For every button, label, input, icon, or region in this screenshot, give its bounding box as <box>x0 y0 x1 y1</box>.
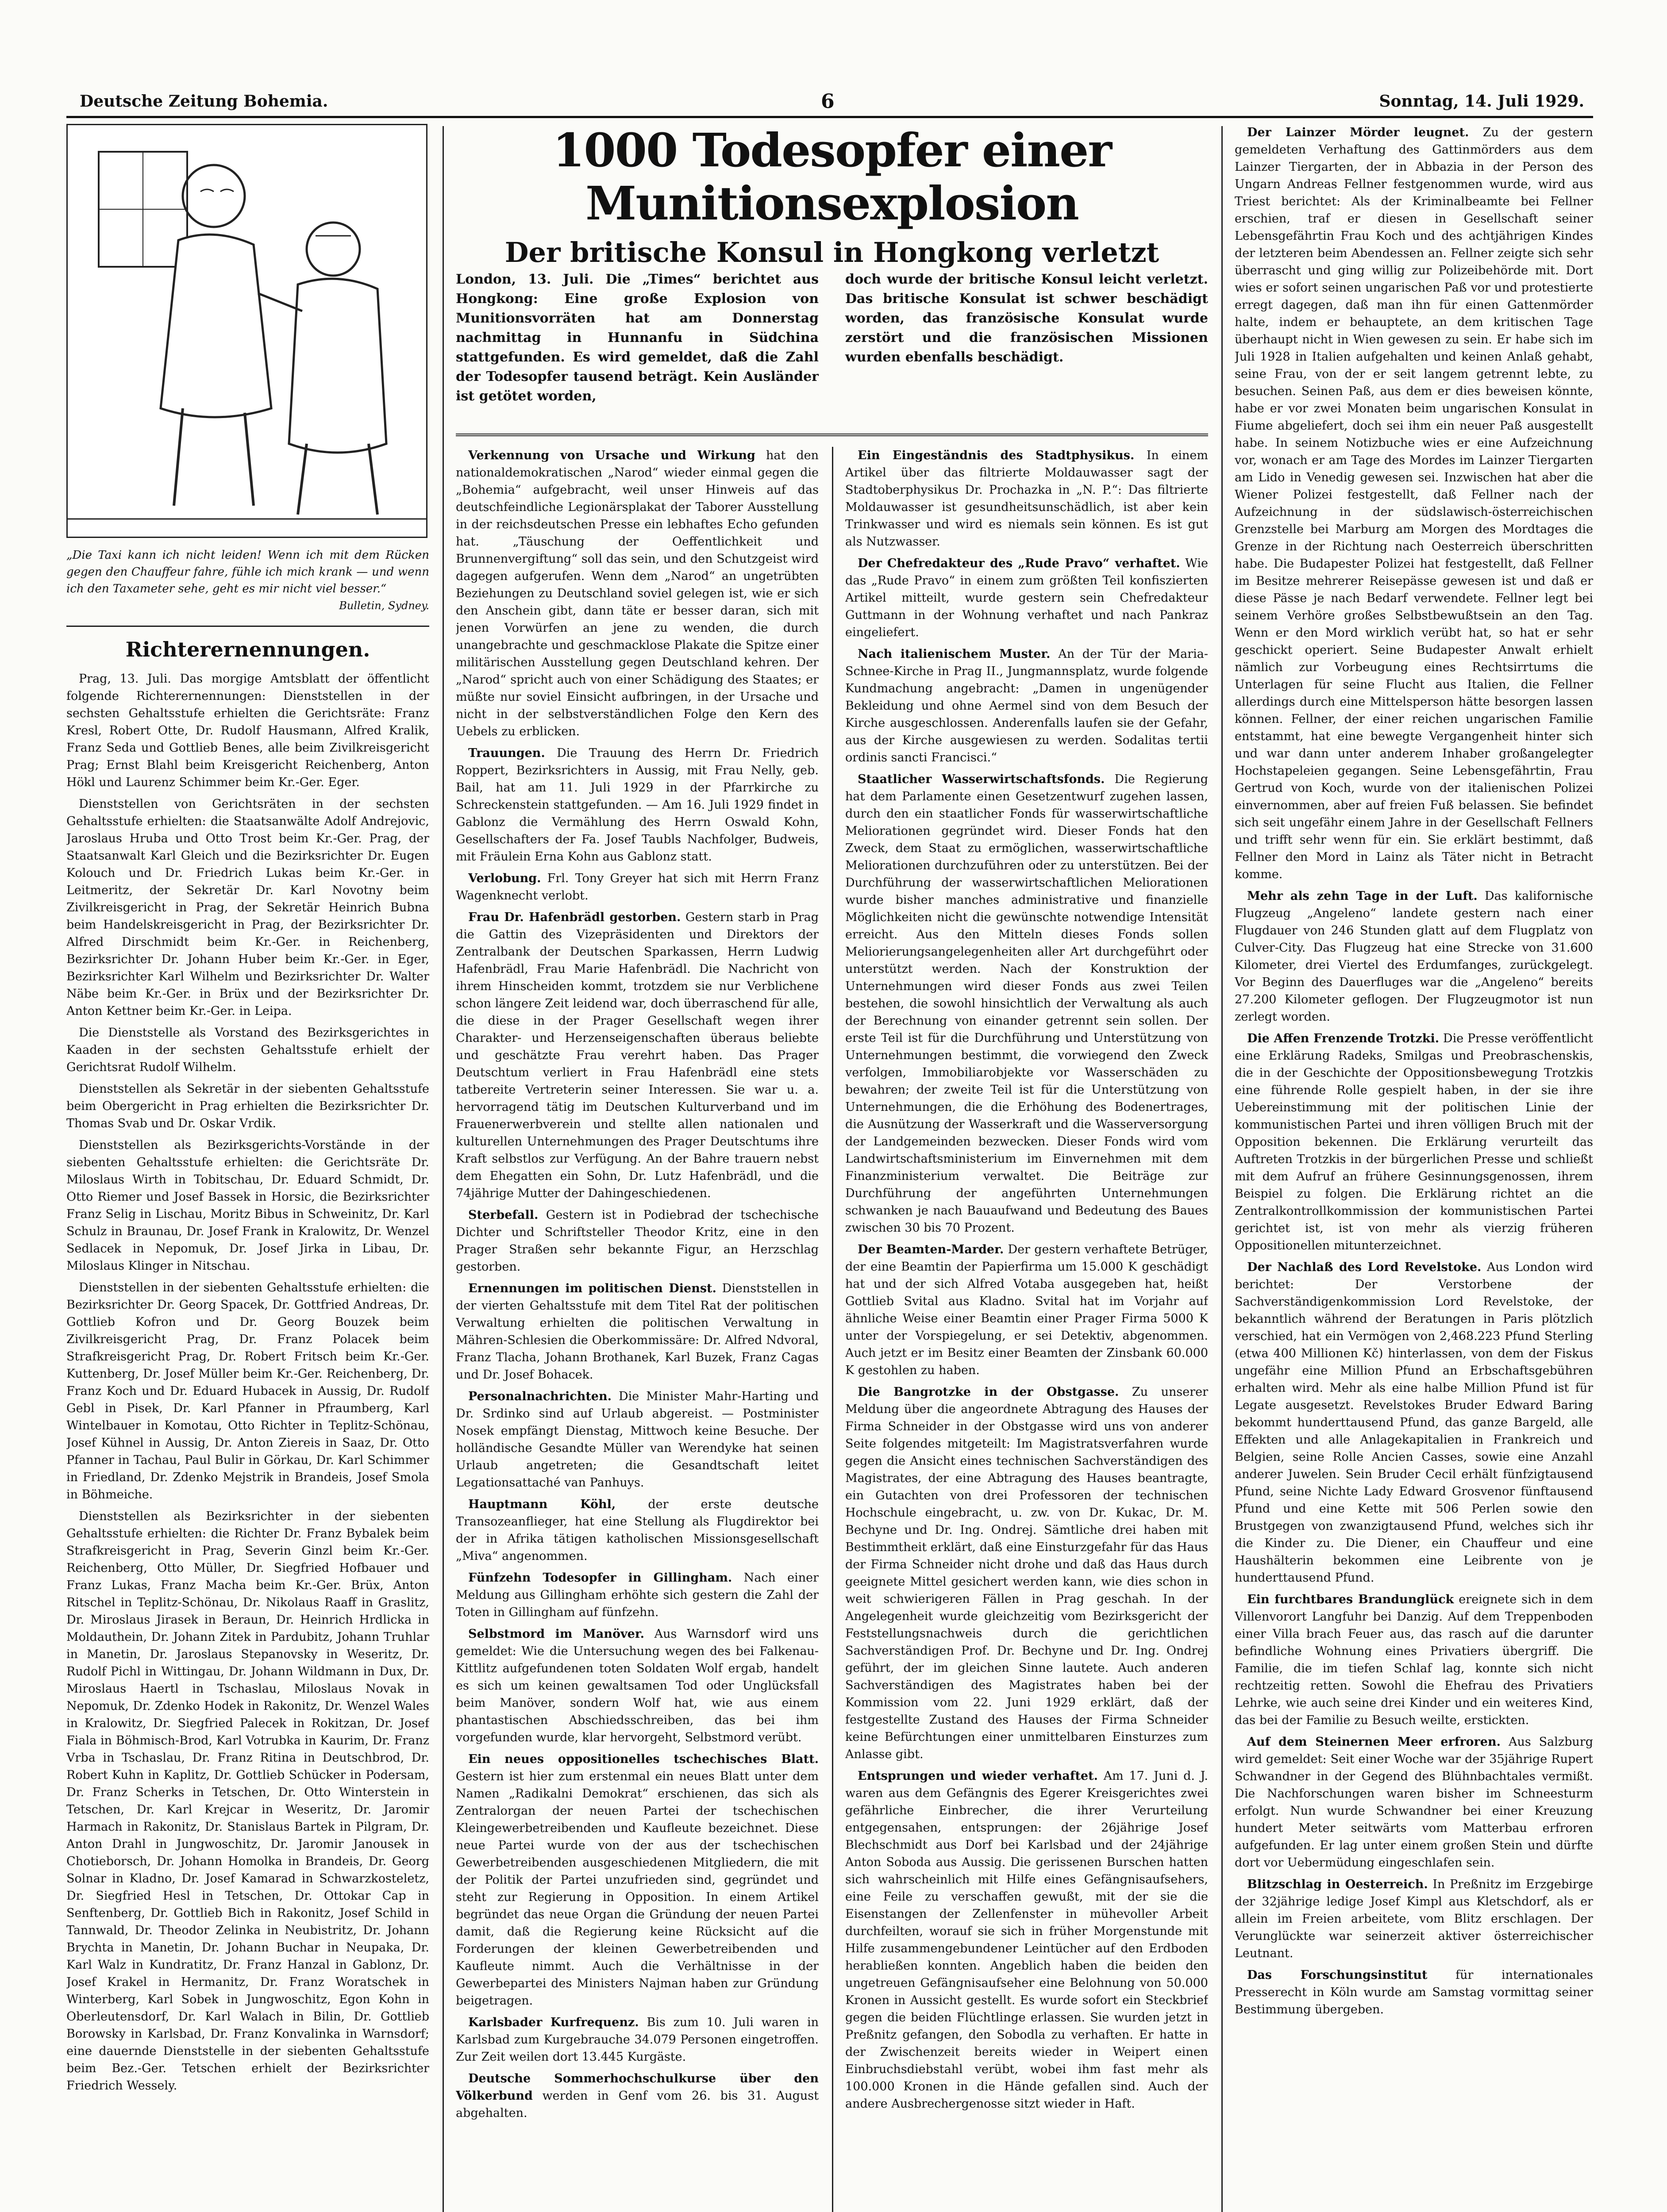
news-item: Die Bangrotzke in der Obstgasse. Zu unserer Meldung über die angeordnete Abtragung des Hauses der Firma Schneider in der Obstgasse wird uns von anderer Seite folgendes mitgeteilt: Im Magistratsverfahren wurde gegen die Ansicht eines technischen Sachverständigen des Magistrates, der eine Abtragung des Hauses beantragte, ein Gutachten von drei Professoren der technischen Hochschule eingebracht, u. zw. von Dr. Kukac, Dr. M. Bechyne und Dr. Ing. Ondrej. Sämtliche drei haben mit Bestimmtheit erklärt, daß eine Einsturzgefahr für das Haus der Firma Schneider nicht drohe und daß das Haus durch geeignete Mittel gesichert werden kann, wie dies schon in weit schwierigeren Fällen in Prag geschah. In der Angelegenheit wurde gleichzeitig vom Bezirksgericht der Feststellungsnachweis durch die gerichtlichen Sachverständigen Prof. Dr. Bechyne und Dr. Ing. Ondrej geführt, der im gleichen Sinne lautete. Auch anderen Sachverständigen des Magistrates haben bei der Kommission vom 22. Juni 1929 erklärt, daß der festgestellte Zustand des Hauses der Firma Schneider keine Befürchtungen einer unmittelbaren Einsturzes zum Anlasse gibt. <box>845 1385 1208 1761</box>
news-item: Personalnachrichten. Die Minister Mahr-Harting und Dr. Srdinko sind auf Urlaub abgereist. — Postminister Nosek empfängt Dienstag, Mittwoch keine Besuche. Der holländische Gesandte Müller van Werendyke hat seinen Urlaub angetreten; die Gesandtschaft leitet Legationsattaché van Panhuys. <box>456 1390 819 1490</box>
masthead-rule <box>66 116 1593 118</box>
news-item: Der Nachlaß des Lord Revelstoke. Aus London wird berichtet: Der Verstorbene der Sachverständigenkommission Lord Revelstoke, der bekanntlich während der Beratungen in Paris plötzlich verschied, hat ein Vermögen von 2,468.223 Pfund Sterling (etwa 400 Millionen Kč) hinterlassen, von dem der Fiskus ungefähr eine Million Pfund an Erbschaftsgebühren erhalten wird. Mehr als eine halbe Million Pfund ist für Legate ausgesetzt. Revelstokes Bruder Edward Baring bekommt hunderttausend Pfund, das ganze Bargeld, alle Effekten und alle Anlagekapitalien in Frankreich und Belgien, seine Rolle Ancien Casses, sowie eine Anzahl anderer Juwelen. Sein Bruder Cecil erhält fünfzigtausend Pfund, seine Nichte Lady Edward Grosvenor fünftausend Pfund und eine Kette mit 506 Perlen sowie den Brustgegen von zwanzigtausend Pfund, welches sich ihr die Kinder zu. Die Diener, ein Chauffeur und eine Haushälterin bekommen eine Leibrente von je hunderttausend Pfund. <box>1235 1260 1593 1585</box>
news-item: Fünfzehn Todesopfer in Gillingham. Nach einer Meldung aus Gillingham erhöhte sich gestern die Zahl der Toten in Gillingham auf fünfzehn. <box>456 1571 819 1619</box>
article-paragraph: Dienststellen als Sekretär in der siebenten Gehaltsstufe beim Obergericht in Prag erhielten die Bezirksrichter Dr. Thomas Svab und Dr. Oskar Vrdik. <box>66 1082 429 1130</box>
article-paragraph: Prag, 13. Juli. Das morgige Amtsblatt der öffentlicht folgende Richterernennungen: Dienststellen in der sechsten Gehaltsstufe erhielten die Gerichtsräte: Franz Kresl, Robert Otte, Dr. Rudolf Hausmann, Alfred Kralik, Franz Seda und Gottlieb Benes, alle beim Zivilkreisgericht Prag; Ernst Blahl beim Kreisgericht Reichenberg, Anton Hökl und Laurenz Schimmer beim Kr.-Ger. Eger. <box>66 672 429 789</box>
article-paragraph: Dienststellen als Bezirksrichter in der siebenten Gehaltsstufe erhielten: die Richter Dr. Franz Bybalek beim Strafkreisgericht in Prag, Severin Ginzl beim Kr.-Ger. Reichenberg, Otto Müller, Dr. Siegfried Hofbauer und Franz Lukas, Franz Macha beim Kr.-Ger. Brüx, Anton Ritschel in Teplitz-Schönau, Dr. Nikolaus Raaff in Graslitz, Dr. Miroslaus Jirasek in Beraun, Dr. Heinrich Hrdlicka in Moldauthein, Dr. Johann Zitek in Pardubitz, Johann Truhlar in Manetin, Dr. Jaroslaus Stepanovsky in Weseritz, Dr. Rudolf Pichl in Wittingau, Dr. Johann Wildmann in Dux, Dr. Miroslaus Haertl in Tschaslau, Miloslaus Novak in Nepomuk, Dr. Zdenko Hodek in Rakonitz, Dr. Wenzel Wales in Kralowitz, Dr. Siegfried Palecek in Rokitzan, Dr. Josef Fiala in Böhmisch-Brod, Karl Votrubka in Kaurim, Dr. Franz Vrba in Tschaslau, Dr. Franz Ritina in Deutschbrod, Dr. Robert Kuhn in Kaplitz, Dr. Gottlieb Schücker in Podersam, Dr. Franz Scherks in Tetschen, Dr. Otto Winterstein in Tetschen, Dr. Karl Krejcar in Weseritz, Dr. Jaromir Harmach in Rakonitz, Dr. Stanislaus Bartek in Pilgram, Dr. Anton Drahl in Jungwoschitz, Dr. Jaromir Janousek in Chotieborsch, Dr. Johann Homolka in Brandeis, Dr. Georg Solnar in Kladno, Dr. Josef Kamarad in Schwarzkosteletz, Dr. Siegfried Hesl in Tetschen, Dr. Ottokar Cap in Senftenberg, Dr. Gottlieb Bich in Rakonitz, Josef Schild in Tannwald, Dr. Theodor Zelinka in Neubistritz, Dr. Johann Brychta in Manetin, Dr. Johann Buchar in Neupaka, Dr. Karl Walz in Kundratitz, Dr. Franz Hanzal in Gablonz, Dr. Josef Krakel in Hermanitz, Dr. Franz Woratschek in Winterberg, Karl Sobek in Jungwoschitz, Egon Kohn in Oberleutensdorf, Dr. Karl Walach in Bilin, Dr. Gottlieb Borowsky in Karlsbad, Dr. Franz Konvalinka in Warnsdorf; eine dauernde Dienststelle in der siebenten Gehaltsstufe beim Bez.-Ger. Tetschen erhielt der Bezirksrichter Friedrich Wessely. <box>66 1509 429 2093</box>
section-divider <box>66 626 429 627</box>
left-column <box>66 124 429 2212</box>
cartoon-caption <box>66 547 429 614</box>
lead-story-body <box>456 270 1208 425</box>
page-number: 6 <box>821 90 835 113</box>
news-item: Ein neues oppositionelles tschechisches Blatt. Gestern ist hier zum erstenmal ein neues Blatt unter dem Namen „Radikalni Demokrat“ erschienen, das sich als Zentralorgan der neuen Partei der tschechischen Kleingewerbetreibenden und Kaufleute bezeichnet. Diese neue Partei wurde von der aus der tschechischen Gewerbetreibenden ausgeschiedenen Mitgliedern, die mit der Politik der Partei unzufrieden sind, gegründet und steht zur Regierung in Opposition. In einem Artikel begründet das neue Organ die Gründung der neuen Partei damit, daß die Regierung keine Rücksicht auf die Forderungen der kleinen Gewerbetreibenden und Kaufleute nimmt. Auch die Verhältnisse in der Gewerbepartei des Ministers Najman haben zur Gründung beigetragen. <box>456 1752 819 2008</box>
article-paragraph: Dienststellen von Gerichtsräten in der sechsten Gehaltsstufe erhielten: die Staatsanwälte Adolf Andrejovic, Jaroslaus Hruba und Otto Trost beim Kr.-Ger. Prag, der Staatsanwalt Karl Gleich und die Bezirksrichter Dr. Eugen Kolouch und Dr. Friedrich Lukas beim Kr.-Ger. in Leitmeritz, der Sekretär Dr. Karl Novotny beim Zivilkreisgericht in Prag, der Sekretär Heinrich Bubna beim Handelskreisgericht in Prag, der Bezirksrichter Dr. Alfred Dirschmidt beim Kr.-Ger. in Reichenberg, Bezirksrichter Dr. Johann Huber beim Kr.-Ger. in Eger, Bezirksrichter Karl Wilhelm und Bezirksrichter Dr. Walter Näbe beim Kr.-Ger. in Brüx und der Bezirksrichter Dr. Anton Kettner beim Kr.-Ger. in Leipa. <box>66 797 429 1018</box>
news-item: Trauungen. Die Trauung des Herrn Dr. Friedrich Roppert, Bezirksrichters in Aussig, mit Frau Nelly, geb. Bail, hat am 11. Juli 1929 in der Pfarrkirche zu Schreckenstein stattgefunden. — Am 16. Juli 1929 findet in Gablonz die Vermählung des Herrn Oswald Kohn, Gesellschafters der Fa. Josef Taubls Nachfolger, Budweis, mit Fräulein Erna Kohn aus Gablonz statt. <box>456 746 819 864</box>
cartoon-illustration <box>66 124 427 538</box>
news-item: Selbstmord im Manöver. Aus Warnsdorf wird uns gemeldet: Wie die Untersuchung wegen des bei Falkenau-Kittlitz aufgefundenen toten Soldaten Wolf ergab, handelt es sich um keinen gewaltsamen Tod oder Unglücksfall beim Manöver, sondern Wolf hat, wie aus einem phantastischen Abschiedsschreiben, das bei ihm vorgefunden wurde, klar hervorgeht, Selbstmord verübt. <box>456 1627 819 1744</box>
news-item: Verlobung. Frl. Tony Greyer hat sich mit Herrn Franz Wagenknecht verlobt. <box>456 872 819 902</box>
news-item: Ernennungen im politischen Dienst. Dienststellen in der vierten Gehaltsstufe mit dem Titel Rat der politischen Verwaltung erhielten die politischen Verwaltung in Mähren-Schlesien die Oberkommissäre: Dr. Alfred Ndvoral, Franz Tlacha, Johann Brothanek, Karl Buzek, Franz Cagas und Dr. Josef Bohacek. <box>456 1282 819 1382</box>
news-item: Mehr als zehn Tage in der Luft. Das kalifornische Flugzeug „Angeleno“ landete gestern nach einer Flugdauer von 246 Stunden glatt auf dem Flugplatz von Culver-City. Das Flugzeug hat eine Strecke von 31.600 Kilometer, drei Viertel des Erdumfanges, zurückgelegt. Vor Beginn des Dauerfluges war die „Angeleno“ bereits 27.200 Kilometer geflogen. Der Flugzeugmotor ist nun zerlegt worden. <box>1235 889 1593 1024</box>
news-item: Ein furchtbares Brandunglück ereignete sich in dem Villenvorort Langfuhr bei Danzig. Auf dem Treppenboden einer Villa brach Feuer aus, das rasch auf die darunter befindliche Wohnung eines Privatiers übergriff. Die Familie, die im tiefen Schlaf lag, konnte sich nicht rechtzeitig retten. Sowohl die Ehefrau des Privatiers Lehrke, wie auch seine drei Kinder und ein weiteres Kind, das bei der Familie zu Besuch weilte, erstickten. <box>1235 1593 1593 1727</box>
news-item: Verkennung von Ursache und Wirkung hat den nationaldemokratischen „Narod“ wieder einmal gegen die „Bohemia“ aufgebracht, weil unser Hinweis auf das deutschfeindliche Legionärsplakat der Taborer Ausstellung in der reichsdeutschen Presse ein lebhaftes Echo gefunden hat. „Täuschung der Oeffentlichkeit und Brunnenvergiftung“ soll das sein, und den Schutzgeist wird dagegen aufgerufen. Wenn dem „Narod“ an ungetrübten Beziehungen zu Deutschland soviel gelegen ist, wie er sich den Anschein gibt, dann täte er besser daran, sich mit jenen Vorwürfen an jene zu wenden, die durch unangebrachte und geschmacklose Plakate die Spitze einer militärischen Ausstellung gegen Deutschland kehren. Der „Narod“ spricht auch von einer Schädigung des Staates; er müßte nur soviel Einsicht aufbringen, in der Ursache und nicht in der selbstverständlichen Folge den Kern des Uebels zu erblicken. <box>456 449 819 738</box>
masthead <box>66 84 1593 115</box>
news-item: Der Beamten-Marder. Der gestern verhaftete Betrüger, der eine Beamtin der Papierfirma um 15.000 K geschädigt hat und der sich Alfred Votaba ausgegeben hat, heißt Gottlieb Svital aus Kladno. Svital hat im Vorjahr auf ähnliche Weise einer Beamtin einer Prager Firma 5000 K unter der Vorspiegelung, er sei Detektiv, abgenommen. Auch jetzt er im Besitz einer Beamten der Zinsbank 60.000 K gestohlen zu haben. <box>845 1243 1208 1377</box>
right-column <box>1235 124 1593 2212</box>
news-item: Hauptmann Köhl, der erste deutsche Transozeanflieger, hat eine Stellung als Flugdirektor bei der in Afrika tätigen katholischen Missionsgesellschaft „Miva“ angenommen. <box>456 1498 819 1563</box>
center-column-a <box>456 447 819 2212</box>
center-section <box>456 124 1208 2212</box>
lead-story-col-1: London, 13. Juli. Die „Times“ berichtet aus Hongkong: Eine große Explosion von Munitionsvorräten hat am Donnerstag nachmittag in Hunnanfu in Südchina stattgefunden. Es wird gemeldet, daß die Zahl der Todesopfer tausend beträgt. Kein Ausländer ist getötet worden, <box>456 272 819 404</box>
section-title-richterernennungen: Richterernennungen. <box>125 637 370 661</box>
news-item: Das Forschungsinstitut für internationales Presserecht in Köln wurde am Samstag vormittag seiner Bestimmung übergeben. <box>1235 1968 1593 2016</box>
center-column-b <box>845 447 1208 2212</box>
cartoon-drawing <box>68 125 426 537</box>
news-item: Karlsbader Kurfrequenz. Bis zum 10. Juli waren in Karlsbad zum Kurgebrauche 34.079 Personen eingetroffen. Zur Zeit weilen dort 13.445 Kurgäste. <box>456 2016 819 2064</box>
cartoon-credit: Bulletin, Sydney. <box>339 599 429 612</box>
article-paragraph: Dienststellen als Bezirksgerichts-Vorstände in der siebenten Gehaltsstufe erhielten: die Gerichtsräte Dr. Miloslaus Wirth in Tobitschau, Dr. Eduard Schmidt, Dr. Otto Riemer und Josef Bassek in Horsic, die Bezirksrichter Franz Selig in Lischau, Moritz Bibus in Schweinitz, Dr. Karl Schulz in Braunau, Dr. Josef Frank in Kralowitz, Dr. Wenzel Sedlacek in Nepomuk, Dr. Josef Jirka in Libau, Dr. Miloslaus Klinger in Nitschau. <box>66 1138 429 1273</box>
column-rule <box>832 447 833 2212</box>
news-item: Nach italienischem Muster. An der Tür der Maria-Schnee-Kirche in Prag II., Jungmannsplatz, wurde folgende Kundmachung angebracht: „Damen in ungenügender Bekleidung und ohne Aermel sind von dem Besuch der Kirche ausgeschlossen. Anderenfalls laufen sie der Gefahr, aus der Kirche ausgewiesen zu werden. Sodalitas tertii ordinis sancti Francisci.“ <box>845 647 1208 764</box>
news-item: Der Chefredakteur des „Rude Pravo“ verhaftet. Wie das „Rude Pravo“ in einem zum größten Teil konfiszierten Artikel mitteilt, wurde gestern sein Chefredakteur Guttmann in der Wohnung verhaftet und nach Pankraz eingeliefert. <box>845 557 1208 639</box>
column-rule <box>443 126 444 2212</box>
lead-story-col-2: doch wurde der britische Konsul leicht verletzt. Das britische Konsulat ist schwer beschädigt worden, das französische Konsulat wurde zerstört und die französischen Missionen wurden ebenfalls beschädigt. <box>845 272 1208 365</box>
news-item: Ein Eingeständnis des Stadtphysikus. In einem Artikel über das filtrierte Moldauwasser sagt der Stadtoberphysikus Dr. Prochazka in „N. P.“: Das filtrierte Moldauwasser ist gesundheitsunschädlich, ist aber kein Trinkwasser und wird es niemals sein können. Es ist gut als Nutzwasser. <box>845 449 1208 549</box>
lead-story-rule <box>456 434 1208 436</box>
newspaper-page <box>66 84 1593 2212</box>
news-item: Staatlicher Wasserwirtschaftsfonds. Die Regierung hat dem Parlamente einen Gesetzentwurf zugehen lassen, durch den ein staatlicher Fonds für wasserwirtschaftliche Meliorationen gegründet wird. Dieser Fonds hat den Zweck, dem Staat zu ermöglichen, wasserwirtschaftliche Meliorationen durchzuführen oder zu unterstützen. Bei der Durchführung der wasserwirtschaftlichen Meliorationen wurde bisher manches administrative und finanzielle Möglichkeiten nicht die gewünschte notwendige Intensität erreicht. Aus den Mitteln dieses Fonds sollen Meliorierungsangelegenheiten aller Art durchgeführt oder unterstützt werden. Nach der Konstruktion der Unternehmungen wird dieser Fonds aus zwei Teilen bestehen, die sowohl hinsichtlich der Verwaltung als auch der Berechnung von einander getrennt sein sollen. Der erste Teil ist für die Durchführung und Unterstützung von Unternehmungen bestimmt, die vorwiegend den Zweck verfolgen, Immobiliarobjekte vor Wasserschäden zu bewahren; der zweite Teil ist für die Unterstützung von Unternehmungen, die die Erhöhung des Bodenertrages, die Ausnützung der Wasserkraft und die Wasserversorgung der Landgemeinden bezwecken. Dieser Fonds wird vom Landwirtschaftsministerium im Einvernehmen mit dem Finanzministerium verwaltet. Die Beiträge zur Durchführung der angeführten Unternehmungen schwanken je nach Bauaufwand und Bedeutung des Baues zwischen 30 bis 70 Prozent. <box>845 772 1208 1235</box>
masthead-date: Sonntag, 14. Juli 1929. <box>1379 92 1584 111</box>
article-paragraph: Die Dienststelle als Vorstand des Bezirksgerichtes in Kaaden in der sechsten Gehaltsstufe erhielt der Gerichtsrat Rudolf Wilhelm. <box>66 1026 429 1074</box>
article-paragraph: Dienststellen in der siebenten Gehaltsstufe erhielten: die Bezirksrichter Dr. Georg Spacek, Dr. Gottfried Andreas, Dr. Gottlieb Kofron und Dr. Georg Bouzek beim Zivilkreisgericht Prag, Dr. Franz Polacek beim Strafkreisgericht Prag, Dr. Robert Fritsch beim Kr.-Ger. Kuttenberg, Dr. Josef Müller beim Kr.-Ger. Reichenberg, Dr. Franz Koch und Dr. Eduard Hubacek in Aussig, Dr. Rudolf Gebl in Pisek, Dr. Karl Pfanner in Pfraumberg, Karl Wintelbauer in Komotau, Otto Richter in Teplitz-Schönau, Josef Kühnel in Aussig, Dr. Anton Ziereis in Saaz, Dr. Otto Pfanner in Tachau, Paul Bulir in Görkau, Dr. Karl Schimmer in Friedland, Dr. Zdenko Mejstrik in Brandeis, Josef Smola in Böhmeiche. <box>66 1281 429 1502</box>
news-item: Auf dem Steinernen Meer erfroren. Aus Salzburg wird gemeldet: Seit einer Woche war der 35jährige Rupert Schwandner in der Gegend des Blühnbachtales vermißt. Die Nachforschungen waren bisher im Schneesturm erfolgt. Nun wurde Schwandner bei einer Kreuzung hundert Meter seitwärts vom Matterbau erfroren aufgefunden. Er lag unter einem großen Stein und dürfte dort vor Uebermüdung eingeschlafen sein. <box>1235 1735 1593 1870</box>
news-item: Blitzschlag in Oesterreich. In Preßnitz im Erzgebirge der 32jährige ledige Josef Kimpl aus Kletschdorf, als er allein im Freien arbeitete, vom Blitz erschlagen. Der Verunglückte war seinerzeit aktiver österreichischer Leutnant. <box>1235 1878 1593 1960</box>
news-item: Die Affen Frenzende Trotzki. Die Presse veröffentlicht eine Erklärung Radeks, Smilgas und Preobraschenskis, die in der Geschichte der Oppositionsbewegung Trotzkis eine führende Rolle gespielt haben, in der sie ihre Uebereinstimmung mit der politischen Linie der kommunistischen Partei und ihren völligen Bruch mit der Opposition bekennen. Die Erklärung verurteilt das Auftreten Trotzkis in der bürgerlichen Presse und schließt mit dem Aufruf an frühere Gesinnungsgenossen, ihrem Beispiel zu folgen. Die Erklärung richtet an die Zentralkontrollkommission der kommunistischen Partei gerichtet ist, ist von mehr als vierzig früheren Oppositionellen mitunterzeichnet. <box>1235 1032 1593 1252</box>
news-item: Frau Dr. Hafenbrädl gestorben. Gestern starb in Prag die Gattin des Vizepräsidenten und Direktors der Zentralbank der Deutschen Sparkassen, Herrn Ludwig Hafenbrädl, Frau Marie Hafenbrädl. Die Nachricht von ihrem Hinscheiden kommt, trotzdem sie nur Verblichene schon längere Zeit leidend war, doch überraschend für alle, die diese in der Prager Gesellschaft wegen ihrer Charakter- und Herzenseigenschaften überaus beliebte und geschätzte Frau verehrt haben. Das Prager Deutschtum verliert in Frau Hafenbrädl eine stets tatbereite Vertreterin seiner Interessen. Sie war u. a. hervorragend tätig im Deutschen Kulturverband und im Frauenerwerbverein und stellte allen nationalen und kulturellen Unternehmungen des Prager Deutschtums ihre Kraft selbstlos zur Verfügung. An der Bahre trauern nebst dem Ehegatten ein Sohn, Dr. Lutz Hafenbrädl, und die 74jährige Mutter der Dahingeschiedenen. <box>456 910 819 1200</box>
news-item: Sterbefall. Gestern ist in Podiebrad der tschechische Dichter und Schriftsteller Theodor Kritz, eine in den Prager Straßen sehr bekannte Figur, an Herzschlag gestorben. <box>456 1208 819 1274</box>
lead-subheadline: Der britische Konsul in Hongkong verletzt <box>504 236 1159 269</box>
news-item: Deutsche Sommerhochschulkurse über den Völkerbund werden in Genf vom 26. bis 31. August abgehalten. <box>456 2072 819 2120</box>
masthead-title: Deutsche Zeitung Bohemia. <box>80 92 328 111</box>
cartoon-caption-text: „Die Taxi kann ich nicht leiden! Wenn ich mit dem Rücken gegen den Chauffeur fahre, fühle ich mich krank — und wenn ich den Taxameter sehe, geht es mir nicht viel besser.“ <box>66 549 429 595</box>
column-rule <box>1221 126 1223 2212</box>
lead-headline: 1000 Todesopfer einer Munitionsexplosion <box>552 124 1112 230</box>
news-item: Der Lainzer Mörder leugnet. Zu der gestern gemeldeten Verhaftung des Gattinmörders aus dem Lainzer Tiergarten, der in Abbazia in der Person des Ungarn Andreas Fellner festgenommen wurde, wird aus Triest berichtet: Als der Kriminalbeamte bei Fellner erschien, traf er diesen in Gesellschaft seiner Lebensgefährtin Frau Koch und des achtjährigen Kindes der letzteren beim Abendessen an. Fellner zeigte sich sehr überrascht und ging willig zur Polizeibehörde mit. Dort wies er sofort seinen ungarischen Paß vor und protestierte erregt dagegen, daß man ihn für einen Gattenmörder halte, indem er behauptete, an dem kritischen Tage überhaupt nicht in Wien gewesen zu sein. Er habe sich im Juli 1928 in Italien aufgehalten und keinen Anlaß gehabt, seine Frau, von der er seit langem getrennt lebte, zu besuchen. Seinen Paß, aus dem er dies beweisen könnte, habe er vor zwei Monaten beim ungarischen Konsulat in Fiume abgeliefert, doch sei ihm ein neuer Paß ausgestellt habe. In seinem Notizbuche wies er eine Aufzeichnung vor, wonach er am Tage des Mordes im Lainzer Tiergarten am Lido in Venedig gewesen sei. Inzwischen hat aber die Wiener Polizei festgestellt, daß Fellner nach der Aufzeichnung in der südslawisch-österreichischen Grenzstelle bei Marburg am Morgen des Mordtages die Grenze in der Richtung nach Oesterreich überschritten habe. Die Budapester Polizei hat festgestellt, daß Fellner im Besitze mehrerer Reisepässe gewesen ist und daß er diese Pässe je nach Bedarf verwendete. Fellner legt bei seinem Verhöre großes Selbstbewußtsein an den Tag. Wenn er den Mord wirklich verübt hat, so hat er sehr geschickt operiert. Seine Budapester Anwalt erhielt nämlich zur Vorbeugung eines Rechtsirrtums die Unterlagen für seine Flucht aus Italien, die Fellner allerdings durch eine Mittelsperson hätte besorgen lassen können. Fellner, der einer reichen ungarischen Familie entstammt, hat eine bewegte Vergangenheit hinter sich und war dann unter anderem Inhaber großangelegter Hochstapeleien gegangen. Seine Lebensgefährtin, Frau Gertrud von Koch, wurde von der italienischen Polizei einvernommen, aber auf freien Fuß belassen. Sie befindet sich seit ungefähr einem Jahre in der Gesellschaft Fellners und trifft sehr wenn für ein. Sie erklärt bestimmt, daß Fellner den Mord in Lainz als Täter nicht in Betracht komme. <box>1235 126 1593 881</box>
news-item: Entsprungen und wieder verhaftet. Am 17. Juni d. J. waren aus dem Gefängnis des Egerer Kreisgerichtes zwei gefährliche Einbrecher, die ihrer Verurteilung entgegensahen, entsprungen: der 26jährige Josef Blechschmidt aus Dorf bei Karlsbad und der 24jährige Anton Soboda aus Aussig. Die gerissenen Burschen hatten sich wahrscheinlich mit Hilfe eines Gefängnisaufsehers, eine Feile zu verschaffen gewußt, mit der sie die Eisenstangen der Zellenfenster in mühevoller Arbeit durchfeilten, worauf sie sich in früher Morgenstunde mit Hilfe zusammengebundener Leintücher auf den Erdboden herabließen konnten. Angeblich haben die beiden den ungetreuen Gefängnisaufseher eine Belohnung von 50.000 Kronen in Aussicht gestellt. Es wurde sofort ein Steckbrief gegen die beiden Flüchtlinge erlassen. Sie wurden jetzt in Preßnitz gefangen, den Sobodla zu verhaften. Er hatte in der Zwischenzeit bereits wieder in Weipert einen Einbruchsdiebstahl verübt, wobei ihm fast mehr als 100.000 Kronen in die Hände gefallen sind. Auch der andere Ausbrechergenosse sitzt wieder in Haft. <box>845 1769 1208 2111</box>
